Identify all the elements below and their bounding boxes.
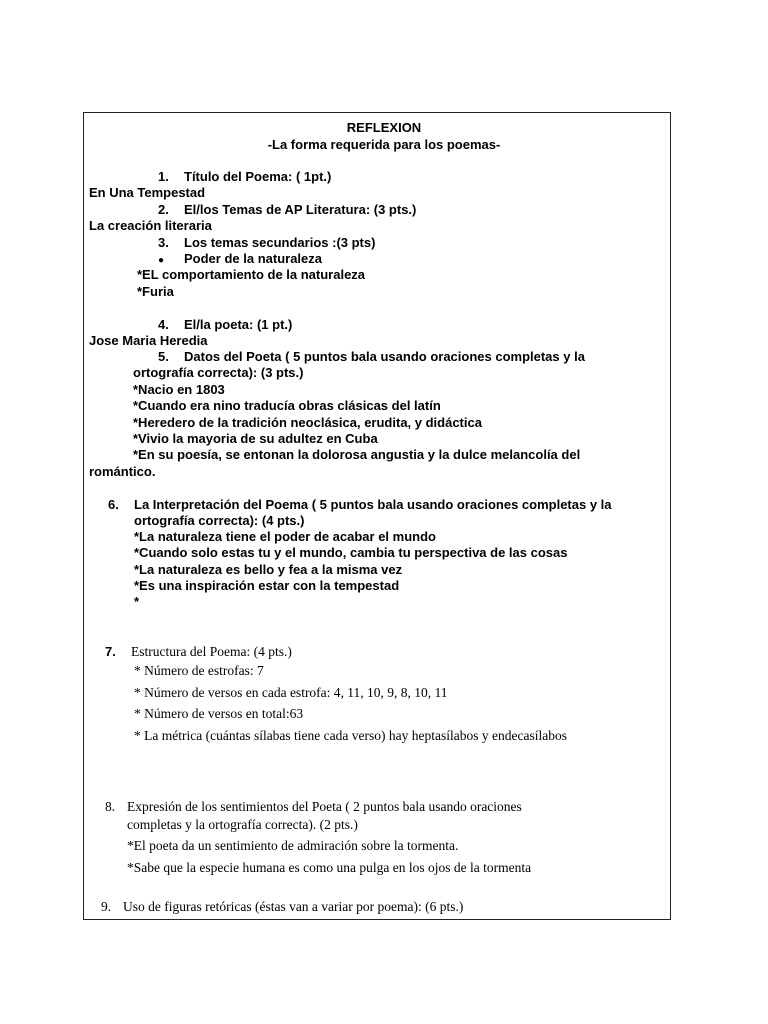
- q4-answer: Jose Maria Heredia: [89, 333, 208, 348]
- q1-number: 1.: [158, 169, 169, 184]
- q9-heading: [101, 898, 463, 915]
- q2-label: El/los Temas de AP Literatura: (3 pts.): [184, 202, 417, 217]
- q1-heading: [158, 169, 331, 185]
- q2-number: 2.: [158, 202, 169, 217]
- q6-item: *Cuando solo estas tu y el mundo, cambia tu perspectiva de las cosas: [134, 545, 568, 560]
- q4-number: 4.: [158, 317, 169, 332]
- q5-heading: [158, 349, 585, 365]
- q5-item: *Vivio la mayoria de su adultez en Cuba: [133, 431, 378, 446]
- q5-label: Datos del Poeta ( 5 puntos bala usando oraciones completas y la: [184, 349, 585, 364]
- q7-item: * Número de versos en cada estrofa: 4, 11, 10, 9, 8, 10, 11: [134, 685, 448, 700]
- q1-answer: En Una Tempestad: [89, 185, 206, 200]
- q7-item: * La métrica (cuántas sílabas tiene cada verso) hay heptasílabos y endecasílabos: [134, 728, 567, 743]
- q2-heading: [158, 202, 416, 218]
- q9-label: Uso de figuras retóricas (éstas van a variar por poema): (6 pts.): [123, 899, 464, 914]
- q6-number: 6.: [108, 497, 119, 512]
- q2-answer: La creación literaria: [89, 218, 212, 233]
- q6-item: *La naturaleza tiene el poder de acabar el mundo: [134, 529, 436, 544]
- bullet-icon: ●: [158, 255, 165, 266]
- document-title: REFLEXION: [346, 120, 422, 135]
- q8-item: *El poeta da un sentimiento de admiración sobre la tormenta.: [127, 838, 459, 853]
- q3-item: ● Poder de la naturaleza: [158, 251, 322, 269]
- q8-heading: [105, 798, 522, 815]
- q3-item: *Furia: [137, 284, 174, 299]
- q7-number: 7.: [105, 644, 116, 659]
- q8-label-continued: completas y la ortografía correcta). (2 pts.): [127, 817, 358, 832]
- q6-item: *Es una inspiración estar con la tempestad: [134, 578, 400, 593]
- q5-item: *Heredero de la tradición neoclásica, erudita, y didáctica: [133, 415, 482, 430]
- q8-item: *Sabe que la especie humana es como una pulga en los ojos de la tormenta: [127, 860, 532, 875]
- q1-label: Título del Poema: ( 1pt.): [184, 169, 332, 184]
- q7-label: Estructura del Poema: (4 pts.): [131, 644, 292, 659]
- q7-item: * Número de versos en total:63: [134, 706, 304, 721]
- q4-heading: [158, 317, 292, 333]
- q8-label: Expresión de los sentimientos del Poeta ( 2 puntos bala usando oraciones: [127, 799, 522, 814]
- q5-item-continued: romántico.: [89, 464, 156, 479]
- q6-item: *La naturaleza es bello y fea a la misma vez: [134, 562, 403, 577]
- q9-number: 9.: [101, 899, 112, 914]
- q4-label: El/la poeta: (1 pt.): [184, 317, 293, 332]
- q3-number: 3.: [158, 235, 169, 250]
- q3-label: Los temas secundarios :(3 pts): [184, 235, 376, 250]
- q5-item: *Cuando era nino traducía obras clásicas del latín: [133, 398, 441, 413]
- q5-number: 5.: [158, 349, 169, 364]
- document-subtitle: -La forma requerida para los poemas-: [267, 137, 501, 152]
- q5-item: *En su poesía, se entonan la dolorosa angustia y la dulce melancolía del: [133, 447, 581, 462]
- q7-item: * Número de estrofas: 7: [134, 663, 264, 678]
- q6-label: La Interpretación del Poema ( 5 puntos bala usando oraciones completas y la: [134, 497, 612, 512]
- q6-heading: [108, 497, 612, 513]
- q8-number: 8.: [105, 799, 116, 814]
- q3-heading: [158, 235, 375, 251]
- q5-item: *Nacio en 1803: [133, 382, 225, 397]
- q5-label-continued: ortografía correcta): (3 pts.): [133, 365, 304, 380]
- q3-item: *EL comportamiento de la naturaleza: [137, 267, 366, 282]
- q6-item: *: [134, 594, 140, 609]
- q6-label-continued: ortografía correcta): (4 pts.): [134, 513, 305, 528]
- q7-heading: [105, 643, 292, 660]
